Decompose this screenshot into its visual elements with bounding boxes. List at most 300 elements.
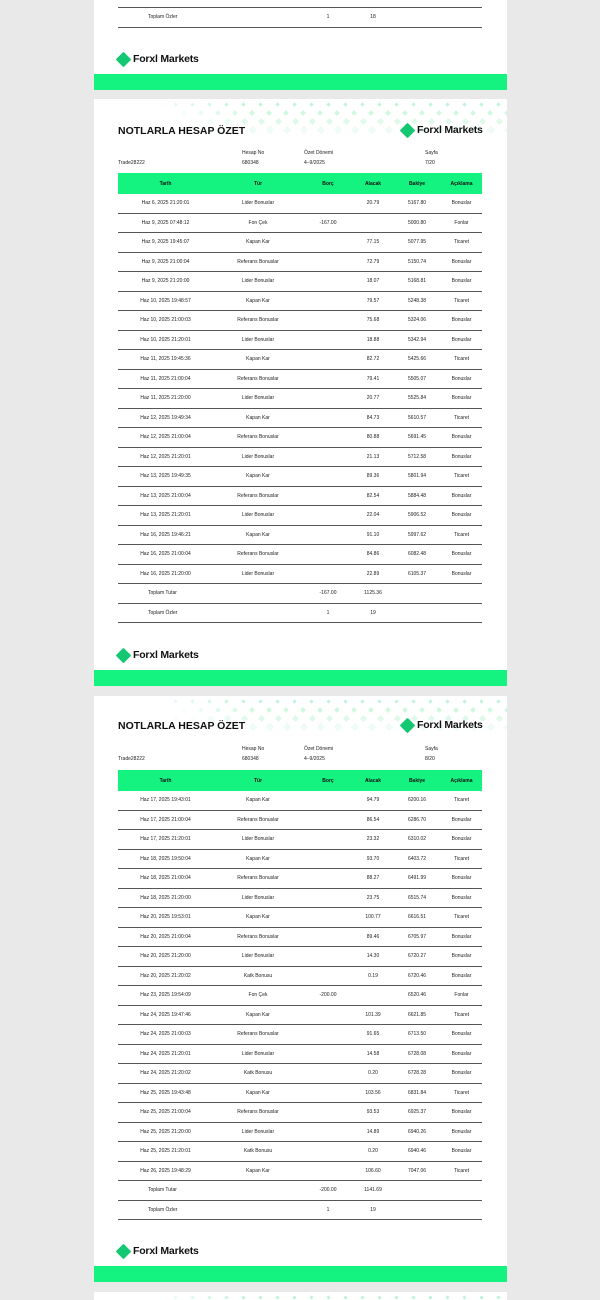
pattern-diamond	[377, 102, 381, 106]
cell-borc: -167.00	[303, 213, 353, 233]
ozet-label: Toplam Özler	[118, 1200, 213, 1220]
cell-tarih: Haz 17, 2025 21:00:04	[118, 810, 213, 830]
cell-alacak: 23.32	[353, 830, 393, 850]
cell-tarih: Haz 11, 2025 21:20:00	[118, 389, 213, 409]
pattern-diamond	[487, 723, 495, 731]
pattern-diamond	[309, 715, 316, 722]
cell-aciklama: Bonuslar	[441, 564, 482, 584]
trader-id: Trade28222	[118, 756, 145, 762]
pattern-diamond	[300, 723, 308, 731]
forxl-logo-icon	[400, 717, 416, 733]
table-row	[118, 272, 482, 292]
cell-alacak: 18.88	[353, 330, 393, 350]
cell-aciklama: Bonuslar	[441, 888, 482, 908]
cell-alacak: 0.20	[353, 1142, 393, 1162]
cell-alacak: 14.89	[353, 1122, 393, 1142]
cell-aciklama: Bonuslar	[441, 966, 482, 986]
table-row	[118, 810, 482, 830]
pattern-diamond	[283, 110, 289, 116]
table-row	[118, 830, 482, 850]
pattern-diamond	[292, 118, 299, 125]
pattern-diamond	[377, 699, 381, 703]
pattern-diamond	[283, 126, 291, 134]
cell-aciklama: Ticaret	[441, 1161, 482, 1181]
cell-tarih: Haz 9, 2025 21:20:00	[118, 272, 213, 292]
transactions-table	[118, 770, 482, 1220]
cell-alacak: 93.53	[353, 1103, 393, 1123]
cell-aciklama: Ticaret	[441, 350, 482, 370]
pattern-diamond	[343, 699, 347, 703]
cell-alacak: 89.36	[353, 467, 393, 487]
cell-tur: Kapan Kar	[213, 408, 303, 428]
col-borc: Borç	[322, 777, 334, 784]
pattern-diamond	[326, 102, 330, 106]
pattern-diamond	[174, 1295, 178, 1299]
table-row	[118, 506, 482, 526]
table-row	[118, 1103, 482, 1123]
cell-tarih: Haz 11, 2025 21:00:04	[118, 369, 213, 389]
table-row	[118, 545, 482, 565]
pattern-diamond	[496, 1295, 500, 1299]
cell-alacak: 84.73	[353, 408, 393, 428]
forxl-logo-icon	[116, 1243, 132, 1259]
pattern-diamond	[470, 110, 476, 116]
pattern-diamond	[351, 126, 359, 134]
pattern-diamond	[334, 126, 342, 134]
cell-tarih: Haz 17, 2025 21:20:01	[118, 830, 213, 850]
pattern-diamond	[368, 723, 376, 731]
table-row	[118, 525, 482, 545]
cell-bakiye: 5342.94	[393, 330, 441, 350]
ozet-donemi-label: Özet Dönemi	[304, 150, 334, 156]
hesap-no-value: 680348	[242, 756, 259, 762]
cell-tarih: Haz 16, 2025 21:00:04	[118, 545, 213, 565]
pattern-diamond	[334, 723, 342, 731]
table-row	[118, 849, 482, 869]
sayfa-label: Sayfa	[425, 746, 438, 752]
cell-bakiye: 6105.37	[393, 564, 441, 584]
cell-tarih: Haz 13, 2025 19:49:35	[118, 467, 213, 487]
table-row	[118, 947, 482, 967]
cell-aciklama: Ticaret	[441, 849, 482, 869]
cell-bakiye: 6515.74	[393, 888, 441, 908]
table-row	[118, 467, 482, 487]
pattern-diamond	[317, 707, 323, 713]
cell-alacak	[353, 213, 393, 233]
cell-aciklama: Bonuslar	[441, 1122, 482, 1142]
pattern-diamond	[496, 699, 500, 703]
pattern-diamond	[241, 102, 245, 106]
cell-aciklama: Bonuslar	[441, 311, 482, 331]
cell-tarih: Haz 24, 2025 21:20:01	[118, 1044, 213, 1064]
cell-bakiye: 6713.50	[393, 1025, 441, 1045]
pattern-diamond	[215, 110, 221, 116]
cell-tarih: Haz 24, 2025 21:20:02	[118, 1064, 213, 1084]
pattern-diamond	[326, 1295, 330, 1299]
ozet-donemi-value: 4–9/2025	[304, 160, 325, 166]
footer-brand: Forxl Markets	[118, 53, 199, 65]
pattern-diamond	[266, 110, 272, 116]
cell-tur: Fon Çek	[213, 213, 303, 233]
cell-borc	[303, 1142, 353, 1162]
total-alacak: 1141.69	[353, 1181, 393, 1201]
cell-aciklama: Ticaret	[441, 408, 482, 428]
cell-bakiye: 5997.62	[393, 525, 441, 545]
total-label: Toplam Tutar	[118, 584, 213, 604]
table-row	[118, 330, 482, 350]
table-row	[118, 966, 482, 986]
cell-aciklama: Ticaret	[441, 525, 482, 545]
pattern-diamond	[394, 699, 398, 703]
cell-tarih: Haz 24, 2025 21:00:03	[118, 1025, 213, 1045]
cell-aciklama: Bonuslar	[441, 369, 482, 389]
cell-aciklama: Ticaret	[441, 1083, 482, 1103]
pattern-diamond	[283, 707, 289, 713]
cell-alacak: 106.60	[353, 1161, 393, 1181]
pattern-diamond	[360, 715, 367, 722]
cell-borc: -200.00	[303, 986, 353, 1006]
cell-alacak: 84.86	[353, 545, 393, 565]
pattern-diamond	[368, 110, 374, 116]
pattern-diamond	[232, 110, 238, 116]
cell-bakiye: 5168.81	[393, 272, 441, 292]
cell-alacak: 91.65	[353, 1025, 393, 1045]
cell-borc	[303, 525, 353, 545]
statement-page-7	[94, 99, 507, 686]
cell-tarih: Haz 25, 2025 19:43:48	[118, 1083, 213, 1103]
footer-brand: Forxl Markets	[118, 1245, 199, 1257]
pattern-diamond	[402, 707, 408, 713]
cell-tur: Lider Bonuslar	[213, 447, 303, 467]
col-aciklama: Açıklama	[450, 180, 473, 187]
pattern-diamond	[181, 110, 187, 116]
pattern-diamond	[224, 102, 228, 106]
cell-alacak: 91.10	[353, 525, 393, 545]
pattern-diamond	[232, 707, 238, 713]
table-row	[118, 1161, 482, 1181]
cell-borc	[303, 545, 353, 565]
pattern-diamond	[487, 707, 493, 713]
cell-borc	[303, 1044, 353, 1064]
cell-bakiye: 5425.66	[393, 350, 441, 370]
pattern-diamond	[309, 102, 313, 106]
pattern-diamond	[436, 707, 442, 713]
pattern-diamond	[411, 1295, 415, 1299]
cell-borc	[303, 291, 353, 311]
table-row	[118, 486, 482, 506]
pattern-diamond	[224, 699, 228, 703]
cell-tur: Referans Bonuslar	[213, 1103, 303, 1123]
pattern-diamond	[394, 102, 398, 106]
cell-borc	[303, 1064, 353, 1084]
cell-aciklama: Bonuslar	[441, 506, 482, 526]
cell-alacak: 80.88	[353, 428, 393, 448]
cell-aciklama: Bonuslar	[441, 1044, 482, 1064]
cell-tur: Referans Bonuslar	[213, 428, 303, 448]
cell-tarih: Haz 20, 2025 21:00:04	[118, 927, 213, 947]
table-row	[118, 1122, 482, 1142]
pattern-diamond	[292, 1295, 296, 1299]
pattern-diamond	[241, 118, 248, 125]
pattern-diamond	[207, 699, 211, 703]
hesap-no-label: Hesap No	[242, 746, 265, 752]
pattern-diamond	[394, 1295, 398, 1299]
table-row	[118, 350, 482, 370]
cell-alacak: 22.89	[353, 564, 393, 584]
cell-tur: Kapan Kar	[213, 849, 303, 869]
cell-aciklama: Bonuslar	[441, 447, 482, 467]
cell-aciklama: Bonuslar	[441, 947, 482, 967]
pattern-diamond	[428, 699, 432, 703]
pattern-diamond	[394, 118, 401, 125]
pattern-diamond	[377, 715, 384, 722]
pattern-diamond	[351, 707, 357, 713]
cell-aciklama: Bonuslar	[441, 272, 482, 292]
cell-alacak: 93.70	[353, 849, 393, 869]
cell-borc	[303, 389, 353, 409]
cell-tur: Kapan Kar	[213, 1005, 303, 1025]
pattern-diamond	[292, 102, 296, 106]
pattern-diamond	[258, 118, 265, 125]
cell-borc	[303, 791, 353, 810]
table-row	[118, 233, 482, 253]
pattern-diamond	[326, 715, 333, 722]
table-row	[118, 1083, 482, 1103]
cell-aciklama: Ticaret	[441, 908, 482, 928]
table-row	[118, 1044, 482, 1064]
pattern-diamond	[275, 1295, 279, 1299]
pattern-diamond	[368, 707, 374, 713]
cell-bakiye: 6310.02	[393, 830, 441, 850]
cell-tur: Kapan Kar	[213, 525, 303, 545]
cell-tarih: Haz 11, 2025 19:45:36	[118, 350, 213, 370]
cell-borc	[303, 1122, 353, 1142]
pattern-diamond	[496, 118, 503, 125]
statement-page-next	[94, 1292, 507, 1300]
cell-tarih: Haz 20, 2025 19:53:01	[118, 908, 213, 928]
cell-tarih: Haz 13, 2025 21:20:01	[118, 506, 213, 526]
cell-bakiye: 5884.48	[393, 486, 441, 506]
pattern-diamond	[283, 723, 291, 731]
cell-borc	[303, 311, 353, 331]
pattern-diamond	[445, 1295, 449, 1299]
cell-bakiye: 6940.46	[393, 1142, 441, 1162]
table-header	[118, 173, 482, 194]
ozet-count: 1	[303, 8, 353, 28]
cell-tur: Katk Bonusu	[213, 966, 303, 986]
cell-alacak: 89.46	[353, 927, 393, 947]
sayfa-value: 7/20	[425, 160, 435, 166]
cell-tur: Lider Bonuslar	[213, 888, 303, 908]
cell-borc	[303, 428, 353, 448]
forxl-logo-icon	[116, 647, 132, 663]
pattern-diamond	[504, 707, 507, 713]
header-brand: Forxl Markets	[402, 124, 483, 136]
cell-bakiye: 6621.85	[393, 1005, 441, 1025]
cell-aciklama: Bonuslar	[441, 1103, 482, 1123]
cell-alacak: 94.79	[353, 791, 393, 810]
cell-borc	[303, 330, 353, 350]
table-row	[118, 888, 482, 908]
cell-tur: Referans Bonuslar	[213, 545, 303, 565]
cell-alacak: 82.54	[353, 486, 393, 506]
pattern-diamond	[190, 1295, 194, 1299]
cell-tur: Lider Bonuslar	[213, 272, 303, 292]
pattern-diamond	[249, 126, 257, 134]
pattern-diamond	[300, 126, 308, 134]
cell-tur: Lider Bonuslar	[213, 194, 303, 213]
cell-alacak: 0.20	[353, 1064, 393, 1084]
cell-borc	[303, 486, 353, 506]
pattern-diamond	[462, 699, 466, 703]
cell-borc	[303, 350, 353, 370]
table-row	[118, 1142, 482, 1162]
cell-aciklama: Bonuslar	[441, 869, 482, 889]
ozet-label: Toplam Özler	[118, 603, 213, 623]
pattern-diamond	[419, 110, 425, 116]
pattern-diamond	[368, 126, 376, 134]
pattern-diamond	[385, 707, 391, 713]
cell-tarih: Haz 13, 2025 21:00:04	[118, 486, 213, 506]
pattern-diamond	[385, 126, 393, 134]
table-row	[118, 869, 482, 889]
pattern-diamond	[275, 102, 279, 106]
sayfa-label: Sayfa	[425, 150, 438, 156]
cell-tarih: Haz 18, 2025 21:20:00	[118, 888, 213, 908]
cell-borc	[303, 908, 353, 928]
table-row	[118, 1005, 482, 1025]
cell-borc	[303, 564, 353, 584]
cell-alacak	[353, 986, 393, 1006]
cell-tarih: Haz 6, 2025 21:20:01	[118, 194, 213, 213]
pattern-diamond	[504, 723, 507, 731]
cell-borc	[303, 467, 353, 487]
col-tur: Tür	[253, 180, 263, 187]
pattern-diamond	[462, 1295, 466, 1299]
ozet-row	[118, 8, 482, 28]
cell-bakiye: 5691.45	[393, 428, 441, 448]
cell-bakiye: 6200.16	[393, 791, 441, 810]
pattern-diamond	[266, 126, 274, 134]
total-borc: -167.00	[303, 584, 353, 604]
table-row	[118, 311, 482, 331]
table-row	[118, 369, 482, 389]
cell-tarih: Haz 25, 2025 21:00:04	[118, 1103, 213, 1123]
pattern-diamond	[174, 699, 178, 703]
cell-bakiye: 6705.97	[393, 927, 441, 947]
pattern-diamond	[224, 118, 231, 125]
cell-aciklama: Ticaret	[441, 1005, 482, 1025]
cell-bakiye: 5610.57	[393, 408, 441, 428]
pattern-diamond	[258, 1295, 262, 1299]
cell-tarih: Haz 10, 2025 19:48:57	[118, 291, 213, 311]
footer-green-bar	[94, 1266, 507, 1282]
cell-aciklama: Fonlar	[441, 986, 482, 1006]
cell-bakiye: 6520.46	[393, 986, 441, 1006]
cell-alacak: 20.79	[353, 194, 393, 213]
cell-tur: Katk Bonusu	[213, 1142, 303, 1162]
cell-borc	[303, 947, 353, 967]
cell-aciklama: Bonuslar	[441, 1064, 482, 1084]
cell-alacak: 72.79	[353, 252, 393, 272]
cell-aciklama: Bonuslar	[441, 830, 482, 850]
cell-borc	[303, 927, 353, 947]
cell-borc	[303, 1103, 353, 1123]
total-borc: -200.00	[303, 1181, 353, 1201]
trader-id: Trade28222	[118, 160, 145, 166]
cell-tur: Lider Bonuslar	[213, 947, 303, 967]
cell-tarih: Haz 9, 2025 21:00:04	[118, 252, 213, 272]
pattern-diamond	[190, 699, 194, 703]
pattern-diamond	[402, 110, 408, 116]
pattern-diamond	[343, 1295, 347, 1299]
cell-aciklama: Ticaret	[441, 233, 482, 253]
pattern-diamond	[360, 1295, 364, 1299]
cell-tur: Lider Bonuslar	[213, 389, 303, 409]
pattern-diamond	[351, 723, 359, 731]
pattern-diamond	[479, 102, 483, 106]
cell-tur: Kapan Kar	[213, 791, 303, 810]
cell-aciklama: Bonuslar	[441, 810, 482, 830]
cell-borc	[303, 506, 353, 526]
cell-borc	[303, 1161, 353, 1181]
pattern-diamond	[343, 118, 350, 125]
cell-borc	[303, 408, 353, 428]
table-row	[118, 408, 482, 428]
col-alacak: Alacak	[364, 180, 382, 187]
cell-alacak: 23.75	[353, 888, 393, 908]
cell-borc	[303, 810, 353, 830]
table-row	[118, 908, 482, 928]
pattern-diamond	[190, 118, 197, 125]
col-bakiye: Bakiye	[408, 180, 426, 187]
table-row	[118, 252, 482, 272]
pattern-diamond	[181, 707, 187, 713]
cell-bakiye: 5712.58	[393, 447, 441, 467]
cell-tarih: Haz 18, 2025 21:00:04	[118, 869, 213, 889]
pattern-diamond	[377, 118, 384, 125]
cell-bakiye: 5525.84	[393, 389, 441, 409]
cell-tarih: Haz 16, 2025 21:20:00	[118, 564, 213, 584]
pattern-diamond	[428, 1295, 432, 1299]
cell-tur: Referans Bonuslar	[213, 869, 303, 889]
ozet-count: 1	[303, 603, 353, 623]
pattern-diamond	[479, 1295, 483, 1299]
cell-bakiye: 6286.70	[393, 810, 441, 830]
cell-tur: Lider Bonuslar	[213, 1122, 303, 1142]
cell-alacak: 86.54	[353, 810, 393, 830]
cell-borc	[303, 849, 353, 869]
header-brand: Forxl Markets	[402, 719, 483, 731]
pattern-diamond	[241, 699, 245, 703]
pattern-diamond	[266, 723, 274, 731]
cell-bakiye: 6616.51	[393, 908, 441, 928]
col-alacak: Alacak	[364, 777, 382, 784]
col-borc: Borç	[322, 180, 334, 187]
cell-tarih: Haz 12, 2025 21:20:01	[118, 447, 213, 467]
col-aciklama: Açıklama	[450, 777, 473, 784]
col-bakiye: Bakiye	[408, 777, 426, 784]
pattern-diamond	[411, 699, 415, 703]
cell-tur: Lider Bonuslar	[213, 830, 303, 850]
pattern-diamond	[343, 102, 347, 106]
cell-bakiye: 5077.95	[393, 233, 441, 253]
cell-alacak: 18.07	[353, 272, 393, 292]
cell-bakiye: 5324.06	[393, 311, 441, 331]
table-row	[118, 1064, 482, 1084]
table-row	[118, 194, 482, 213]
cell-alacak: 88.27	[353, 869, 393, 889]
